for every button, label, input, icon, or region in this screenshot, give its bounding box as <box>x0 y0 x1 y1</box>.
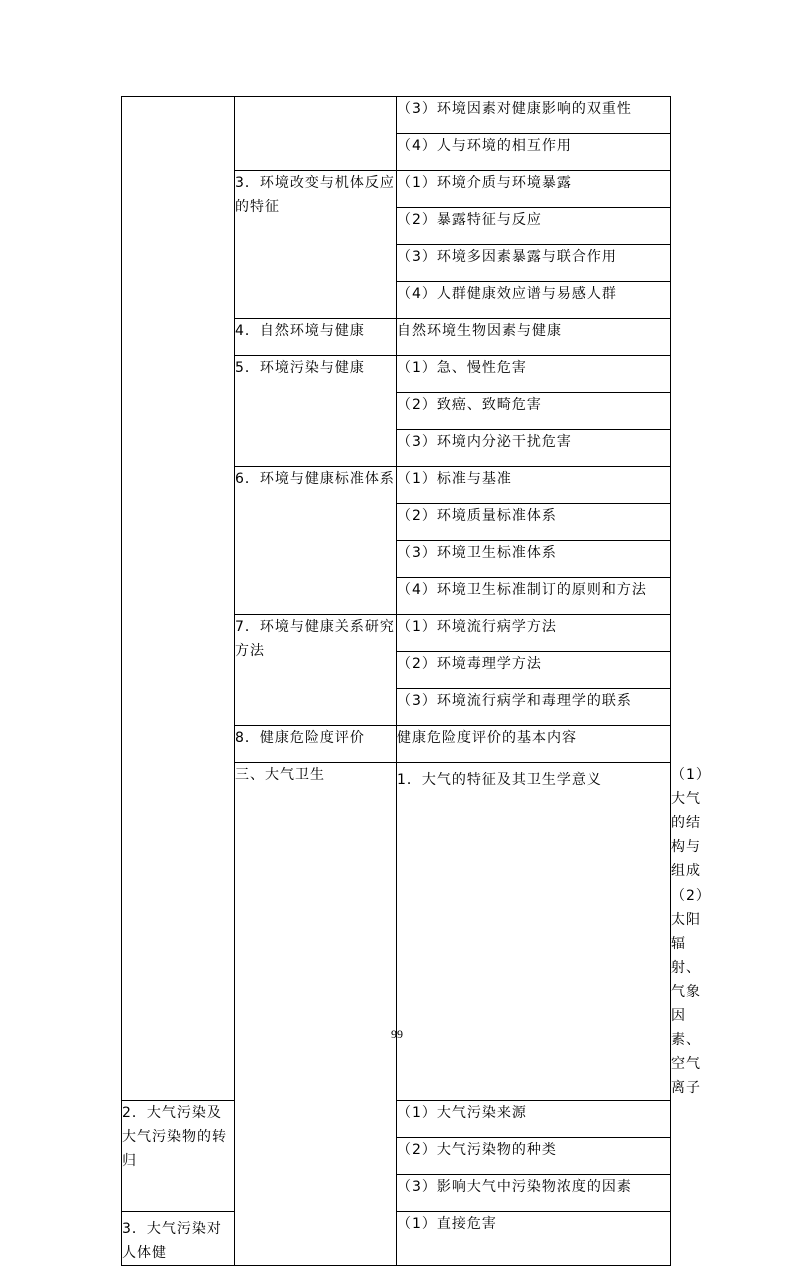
subtopic-cell: （3）环境卫生标准体系 <box>397 541 671 578</box>
subtopic-cell: （1）急、慢性危害 <box>397 356 671 393</box>
subtopic-cell: （4）人与环境的相互作用 <box>397 134 671 171</box>
subtopic-cell: （2）环境质量标准体系 <box>397 504 671 541</box>
subtopic-cell: （1）直接危害 <box>397 1212 671 1266</box>
topic-cell: 8．健康危险度评价 <box>235 726 397 763</box>
topic-cell: 3．大气污染对人体健 <box>122 1212 235 1266</box>
subtopic-cell: （2）环境毒理学方法 <box>397 652 671 689</box>
subtopic-cell: （1）大气污染来源 <box>397 1101 671 1138</box>
subtopic-cell: （2）大气污染物的种类 <box>397 1138 671 1175</box>
subtopic-cell: （4）环境卫生标准制订的原则和方法 <box>397 578 671 615</box>
subtopic-cell: 健康危险度评价的基本内容 <box>397 726 671 763</box>
topic-cell: 5．环境污染与健康 <box>235 356 397 467</box>
topic-cell-continued <box>235 97 397 171</box>
topic-cell: 7．环境与健康关系研究方法 <box>235 615 397 726</box>
topic-cell: 1．大气的特征及其卫生学意义 <box>397 763 671 1101</box>
subtopic-cell: （3）影响大气中污染物浓度的因素 <box>397 1175 671 1212</box>
topic-cell: 6．环境与健康标准体系 <box>235 467 397 615</box>
subtopic-cell: （2）致癌、致畸危害 <box>397 393 671 430</box>
subtopic-cell: （1）环境流行病学方法 <box>397 615 671 652</box>
subtopic-cell: （3）环境多因素暴露与联合作用 <box>397 245 671 282</box>
subtopic-cell: （4）人群健康效应谱与易感人群 <box>397 282 671 319</box>
subtopic-cell: （1）标准与基准 <box>397 467 671 504</box>
subtopic-cell: 自然环境生物因素与健康 <box>397 319 671 356</box>
syllabus-table: （3）环境因素对健康影响的双重性 （4）人与环境的相互作用 3．环境改变与机体反应的特征 （1）环境介质与环境暴露 （2）暴露特征与反应 （3）环境多因素暴露与联合作用 （4）人群健康效应谱与易感人群 4．自然环境与健康 自然环境生物因素与健康 5．环境污染与健康 （1）急、慢性危害 （2）致癌、致畸危害 （3）环境内分泌干扰危害 6．环境与健康标准体系 （1）标准与基准 （2）环境质量标准体系 （3）环境卫生标准体系 （4）环境卫生标准制订的原则和方法 7．环境与健康关系研究方法 （1）环境流行病学方法 （2）环境毒理学方法 （3）环境流行病学和毒理学的联系 8．健康危险度评价 健康危险度评价的基本内容 三、大气卫生 1．大气的特征及其卫生学意义 （1）大气的结构与组成 （2）太阳辐射、气象因素、空气离子 2．大气污染及大气污染物的转归 （1）大气污染来源 （2）大气污染物的种类 （3）影响大气中污染物浓度的因素 3．大气污染对人体健 （1）直接危害 <box>121 96 671 1266</box>
subtopic-cell: （3）环境流行病学和毒理学的联系 <box>397 689 671 726</box>
subtopic-cell: （2）暴露特征与反应 <box>397 208 671 245</box>
subtopic-cell: （3）环境内分泌干扰危害 <box>397 430 671 467</box>
topic-cell: 2．大气污染及大气污染物的转归 <box>122 1101 235 1212</box>
section-cell: 三、大气卫生 <box>235 763 397 1266</box>
subtopic-cell: （1）环境介质与环境暴露 <box>397 171 671 208</box>
section-cell-continued <box>122 97 235 1101</box>
topic-cell: 3．环境改变与机体反应的特征 <box>235 171 397 319</box>
page-number: 99 <box>391 1027 403 1041</box>
topic-cell: 4．自然环境与健康 <box>235 319 397 356</box>
subtopic-cell: （3）环境因素对健康影响的双重性 <box>397 97 671 134</box>
